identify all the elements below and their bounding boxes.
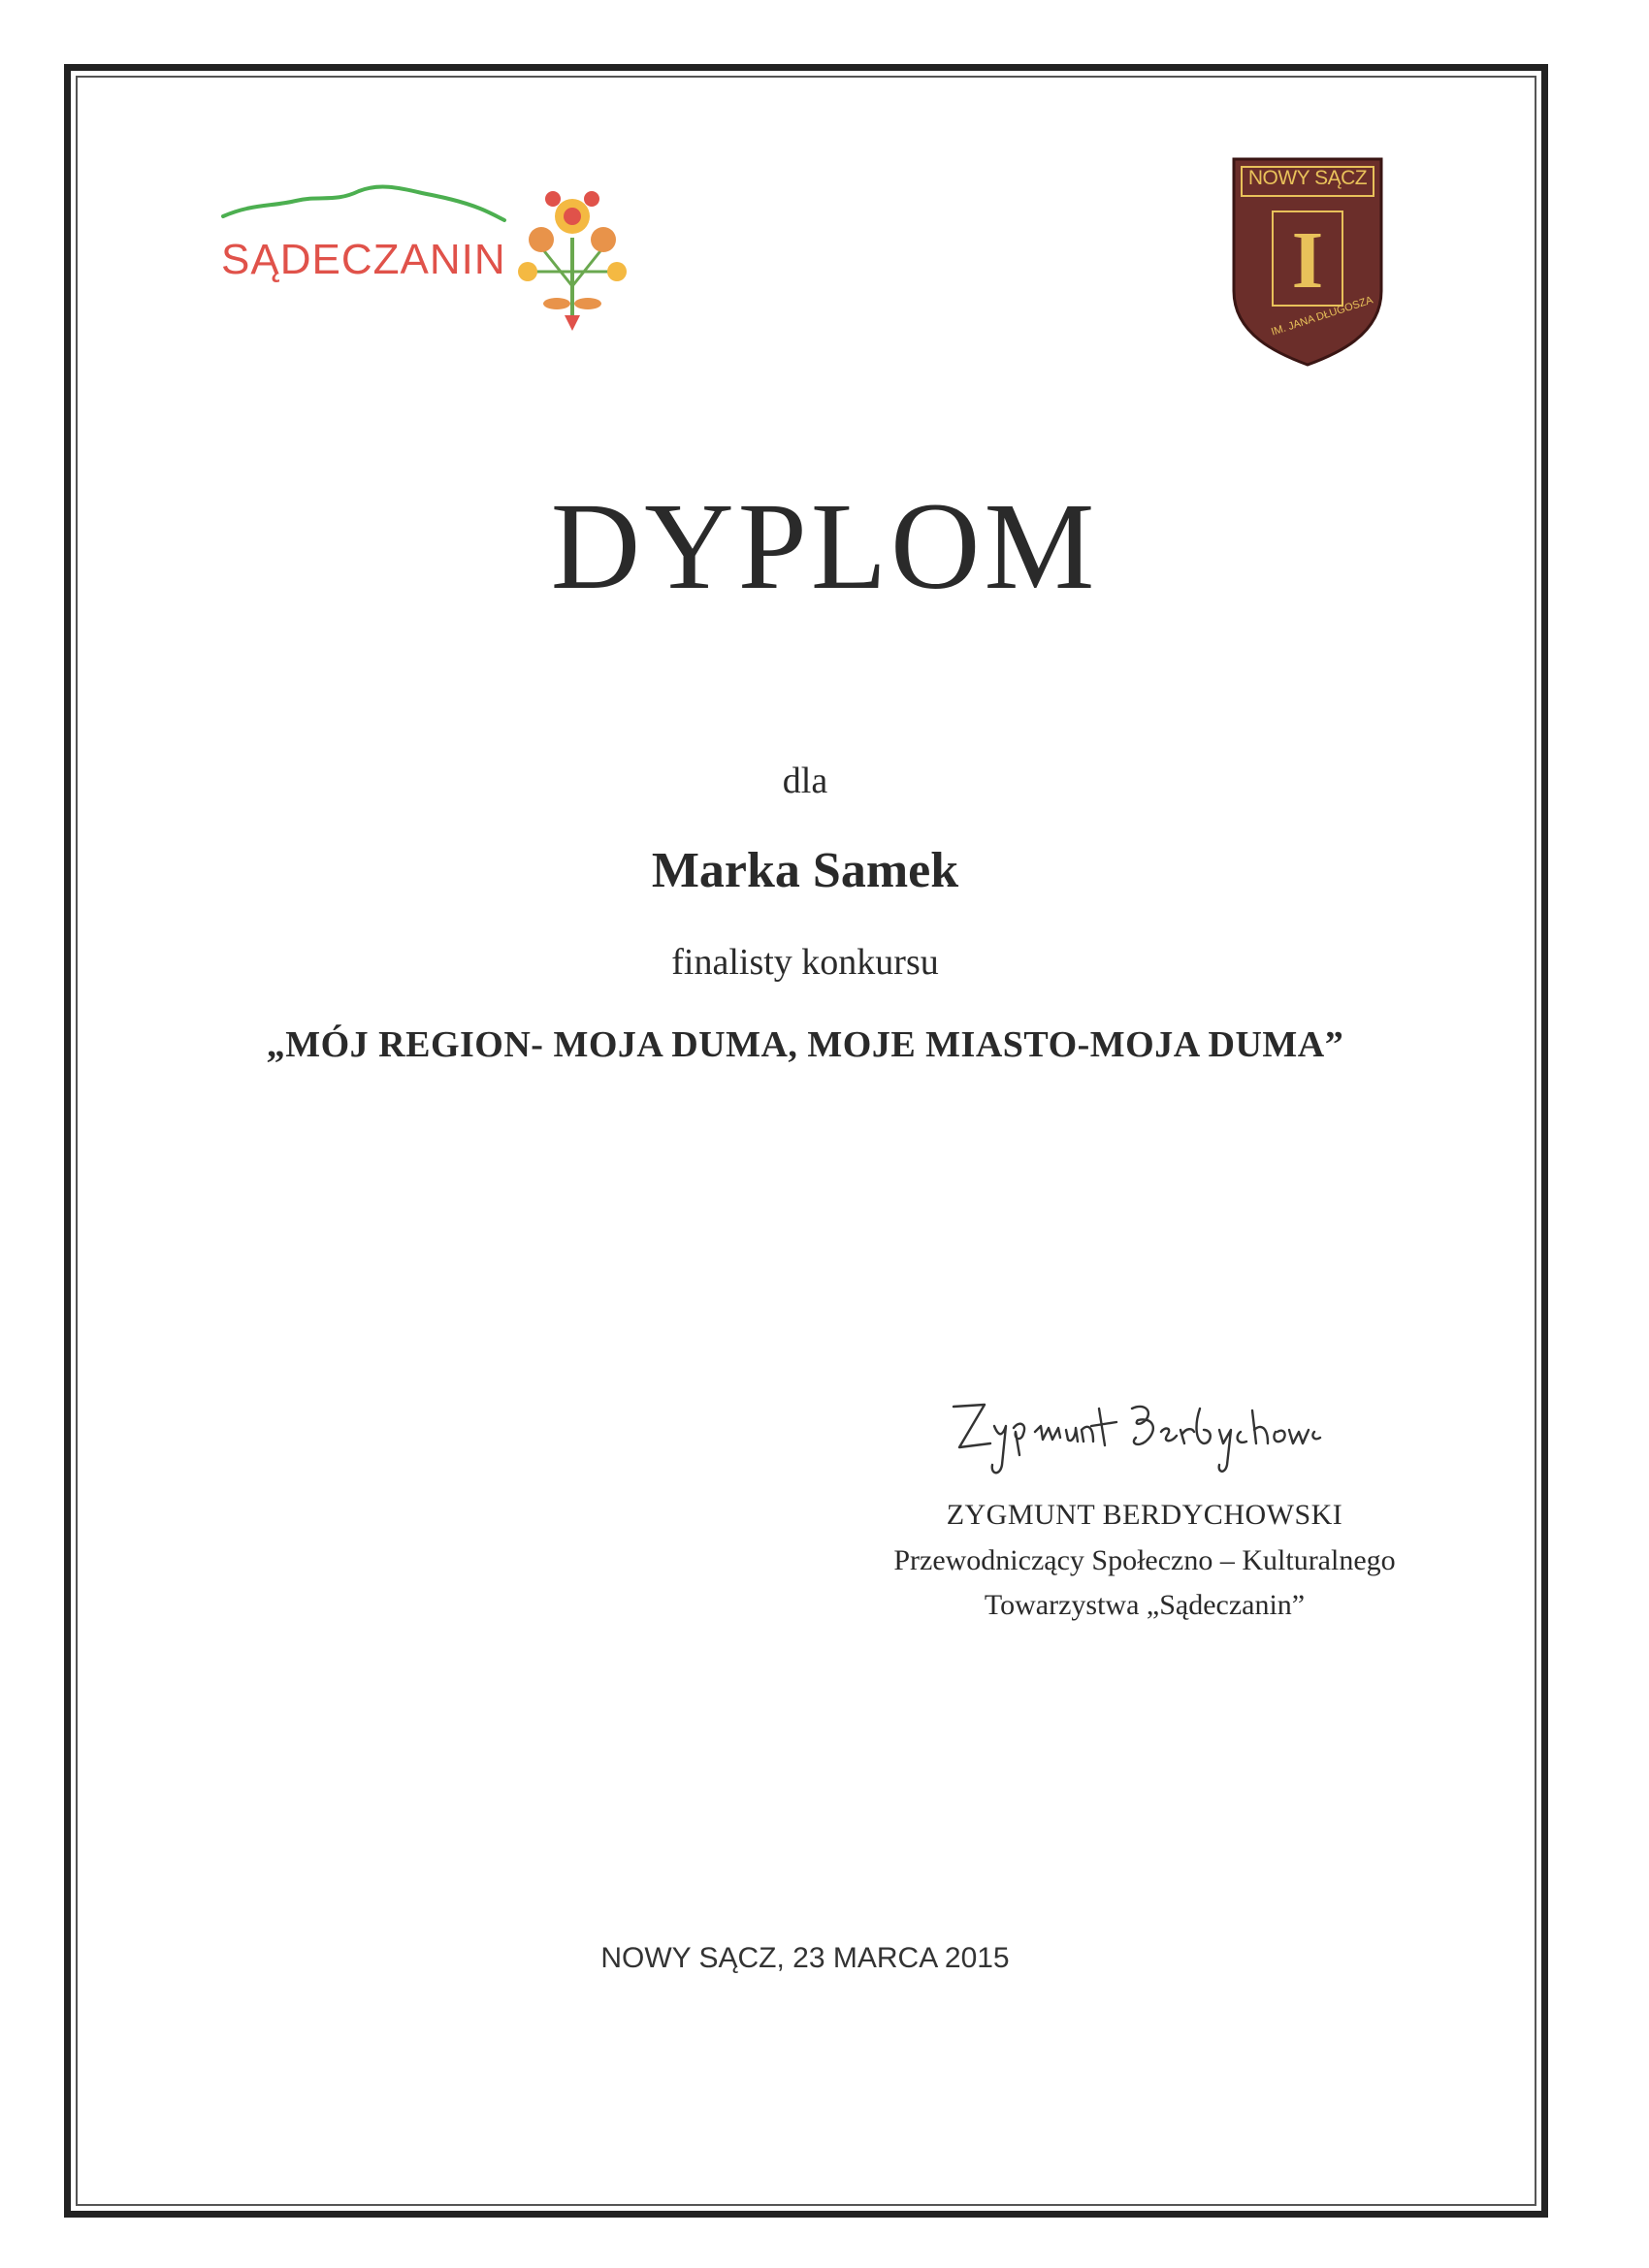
folk-flower-icon bbox=[514, 179, 630, 335]
diploma-title: DYPLOM bbox=[550, 477, 1099, 615]
school-shield-logo bbox=[1230, 155, 1385, 369]
handwritten-signature bbox=[946, 1387, 1324, 1484]
recipient-name: Marka Samek bbox=[651, 843, 959, 898]
inner-border bbox=[76, 76, 1536, 2206]
shield-patron-text: IM. JANA DŁUGOSZA bbox=[1270, 294, 1374, 339]
signatory-title: Przewodniczący Społeczno – Kulturalnego bbox=[893, 1544, 1396, 1576]
sadeczanin-logo-text: SĄDECZANIN bbox=[221, 236, 506, 283]
place-and-date: NOWY SĄCZ, 23 MARCA 2015 bbox=[600, 1942, 1010, 1974]
recipient-role: finalisty konkursu bbox=[671, 942, 939, 983]
signatory-name: ZYGMUNT BERDYCHOWSKI bbox=[946, 1499, 1343, 1531]
sadeczanin-logo bbox=[213, 179, 640, 335]
shield-number: I bbox=[1291, 215, 1324, 306]
shield-city-text: NOWY SĄCZ bbox=[1247, 167, 1368, 189]
signatory-organization: Towarzystwa „Sądeczanin” bbox=[984, 1589, 1306, 1621]
for-label: dla bbox=[782, 761, 828, 801]
contest-name: „MÓJ REGION- MOJA DUMA, MOJE MIASTO-MOJA DUMA” bbox=[266, 1024, 1344, 1065]
signature-icon bbox=[946, 1387, 1324, 1484]
